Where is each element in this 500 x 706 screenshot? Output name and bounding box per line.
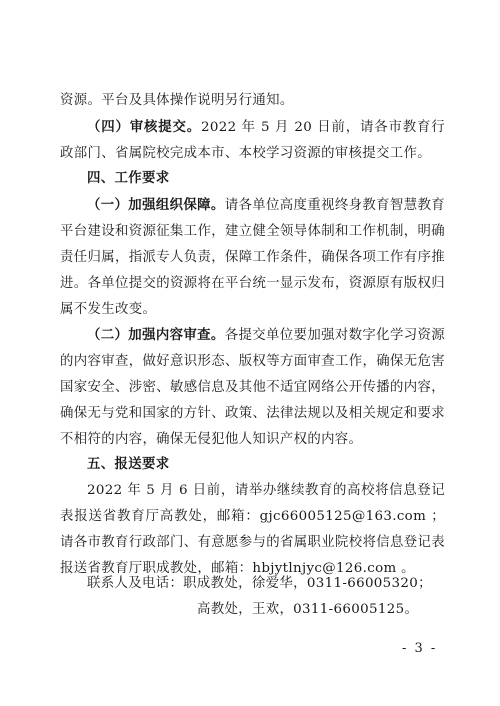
section-4-heading bbox=[60, 166, 445, 192]
contact-line-1: 联系人及电话：职成教处，徐爱华，0311-66005320； bbox=[87, 576, 432, 591]
section-4-2-label: （二）加强内容审查。 bbox=[87, 327, 225, 343]
section-4-title: 四、工作要求 bbox=[87, 171, 170, 186]
contact-line-2: 高教处，王欢，0311-66005125。 bbox=[197, 602, 419, 617]
section-4-2-text: 各提交单位要加强对数字化学习资源的内容审查，做好意识形态、版权等方面审查工作，确保无危害国家安全、涉密、敏感信息及其他不适宜网络公开传播的内容，确保无与党和国家的方针、政策、法律法规以及相关规定和要求不相符的内容，确保无侵犯他人知识产权的内容。 bbox=[60, 328, 445, 447]
section-4-1-label: （一）加强组织保障。 bbox=[87, 197, 225, 213]
continuation-paragraph bbox=[60, 88, 445, 114]
section-5-text: 2022 年 5 月 6 日前，请举办继续教育的高校将信息登记表报送省教育厅高教处，邮箱：gjc66005125@163.com ；请各市教育行政部门、有意愿参与的省属职业院校将信息登记表报送省教育厅职成教处，邮箱：hbjytlnjyc@126.com 。 bbox=[60, 483, 445, 576]
section-3-4-label: （四）审核提交。 bbox=[87, 119, 202, 135]
section-5-title: 五、报送要求 bbox=[87, 457, 170, 472]
section-5-heading bbox=[60, 452, 445, 478]
section-5-paragraph bbox=[60, 478, 445, 582]
section-4-1-paragraph bbox=[60, 192, 445, 323]
section-4-2-paragraph bbox=[60, 322, 445, 453]
continuation-text: 资源。平台及具体操作说明另行通知。 bbox=[60, 93, 294, 108]
section-3-4-text: 2022 年 5 月 20 日前，请各市教育行政部门、省属院校完成本市、本校学习资源的审核提交工作。 bbox=[60, 120, 445, 161]
section-3-4-paragraph bbox=[60, 114, 445, 167]
section-4-1-text: 请各单位高度重视终身教育智慧教育平台建设和资源征集工作，建立健全领导体制和工作机制，明确责任归属，指派专人负责，保障工作条件，确保各项工作有序推进。各单位提交的资源将在平台统一显示发布，资源原有版权归属不发生改变。 bbox=[60, 198, 445, 317]
page-number: - 3 - bbox=[402, 641, 438, 656]
